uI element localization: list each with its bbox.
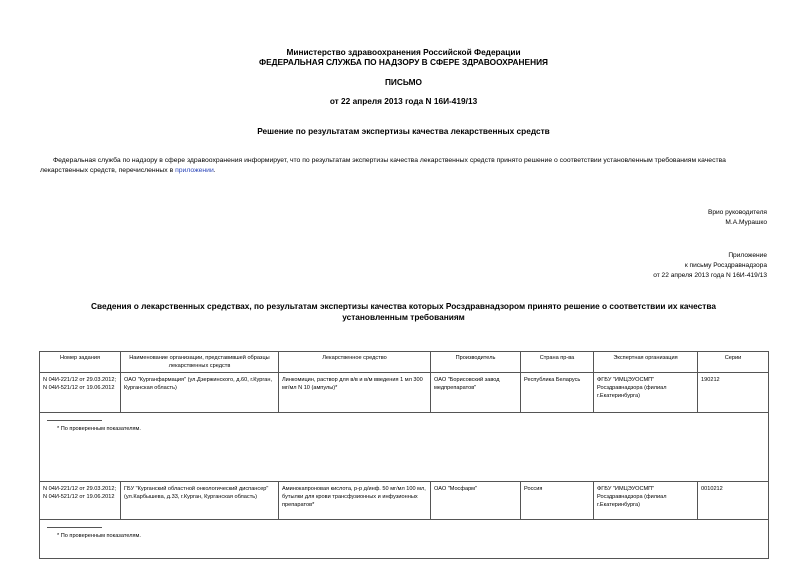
service-title: ФЕДЕРАЛЬНАЯ СЛУЖБА ПО НАДЗОРУ В СФЕРЕ ЗДРАВООХРАНЕНИЯ	[259, 57, 548, 67]
appendix-ref: к письму Росздравнадзора	[684, 262, 767, 269]
header-org: Наименование организации, представившей образцы лекарственных средств	[121, 352, 279, 373]
cell-manufacturer: ОАО "Мосфарм"	[431, 482, 521, 520]
footnote-divider	[47, 527, 102, 528]
document-date: от 22 апреля 2013 года N 16И-419/13	[329, 96, 478, 106]
cell-country: Республика Беларусь	[521, 373, 594, 413]
header-number: Номер задания	[40, 352, 121, 373]
cell-org: ГБУ "Курганский областной онкологический диспансер" (ул.Карбышева, д.33, г.Курган, Курганская область)	[121, 482, 279, 520]
footnote-text: * По проверенным показателям.	[57, 426, 141, 432]
cell-number: N 04И-221/12 от 29.03.2012; N 04И-521/12 от 19.06.2012	[40, 482, 121, 520]
body-text-1: Федеральная служба по надзору в сфере здравоохранения информирует, что по результатам экспертизы качества лекарственных средств принято решение о соответствии установленным требованиям качества лекарственных средств, перечисленных в	[40, 157, 726, 174]
document-subject: Решение по результатам экспертизы качества лекарственных средств	[257, 126, 550, 136]
cell-country: Россия	[521, 482, 594, 520]
cell-drug: Линкомицин, раствор для в/в и в/м введения 1 мл 300 мг/мл N 10 (ампулы)*	[279, 373, 431, 413]
signature-name: М.А.Мурашко	[725, 219, 767, 226]
header-manufacturer: Производитель	[431, 352, 521, 373]
cell-series: 0010212	[698, 482, 769, 520]
body-text-2: .	[213, 167, 216, 174]
appendix-title: Сведения о лекарственных средствах, по результатам экспертизы качества которых Росздравнадзором принято решение о соответствии их качества установленным требованиям	[91, 301, 716, 322]
footnote-divider	[47, 420, 102, 421]
table-row	[40, 373, 769, 413]
cell-drug: Аминокапроновая кислота, р-р д/инф. 50 мг/мл 100 мл, бутылки для крови трансфузионных и инфузионных препаратов*	[279, 482, 431, 520]
cell-org: ОАО "Курганфармация" (ул.Дзержинского, д.60, г.Курган, Курганская область)	[121, 373, 279, 413]
cell-series: 190212	[698, 373, 769, 413]
table-header-row	[40, 352, 769, 373]
cell-number: N 04И-221/12 от 29.03.2012; N 04И-521/12 от 19.06.2012	[40, 373, 121, 413]
header-expert: Экспертная организация	[594, 352, 698, 373]
signature-position: Врио руководителя	[707, 209, 767, 216]
drugs-table	[39, 351, 769, 559]
footnote-row	[40, 520, 769, 559]
header-drug: Лекарственное средство	[279, 352, 431, 373]
cell-expert: ФГБУ "ИМЦЭУОСМП" Росздравнадзора (филиал г.Екатеринбурга)	[594, 482, 698, 520]
body-paragraph	[40, 156, 768, 176]
footnote-cell	[40, 413, 769, 482]
footnote-text: * По проверенным показателям.	[57, 533, 141, 539]
appendix-label: Приложение	[728, 252, 767, 259]
footnote-row	[40, 413, 769, 482]
appendix-date: от 22 апреля 2013 года N 16И-419/13	[653, 272, 767, 279]
cell-manufacturer: ОАО "Борисовский завод медпрепаратов"	[431, 373, 521, 413]
cell-expert: ФГБУ "ИМЦЭУОСМП" Росздравнадзора (филиал г.Екатеринбурга)	[594, 373, 698, 413]
table-row	[40, 482, 769, 520]
footnote-cell	[40, 520, 769, 559]
header-series: Серии	[698, 352, 769, 373]
document-type: ПИСЬМО	[384, 77, 423, 87]
appendix-link[interactable]: приложении	[175, 167, 214, 174]
header-country: Страна пр-ва	[521, 352, 594, 373]
ministry-title: Министерство здравоохранения Российской Федерации	[286, 47, 521, 57]
